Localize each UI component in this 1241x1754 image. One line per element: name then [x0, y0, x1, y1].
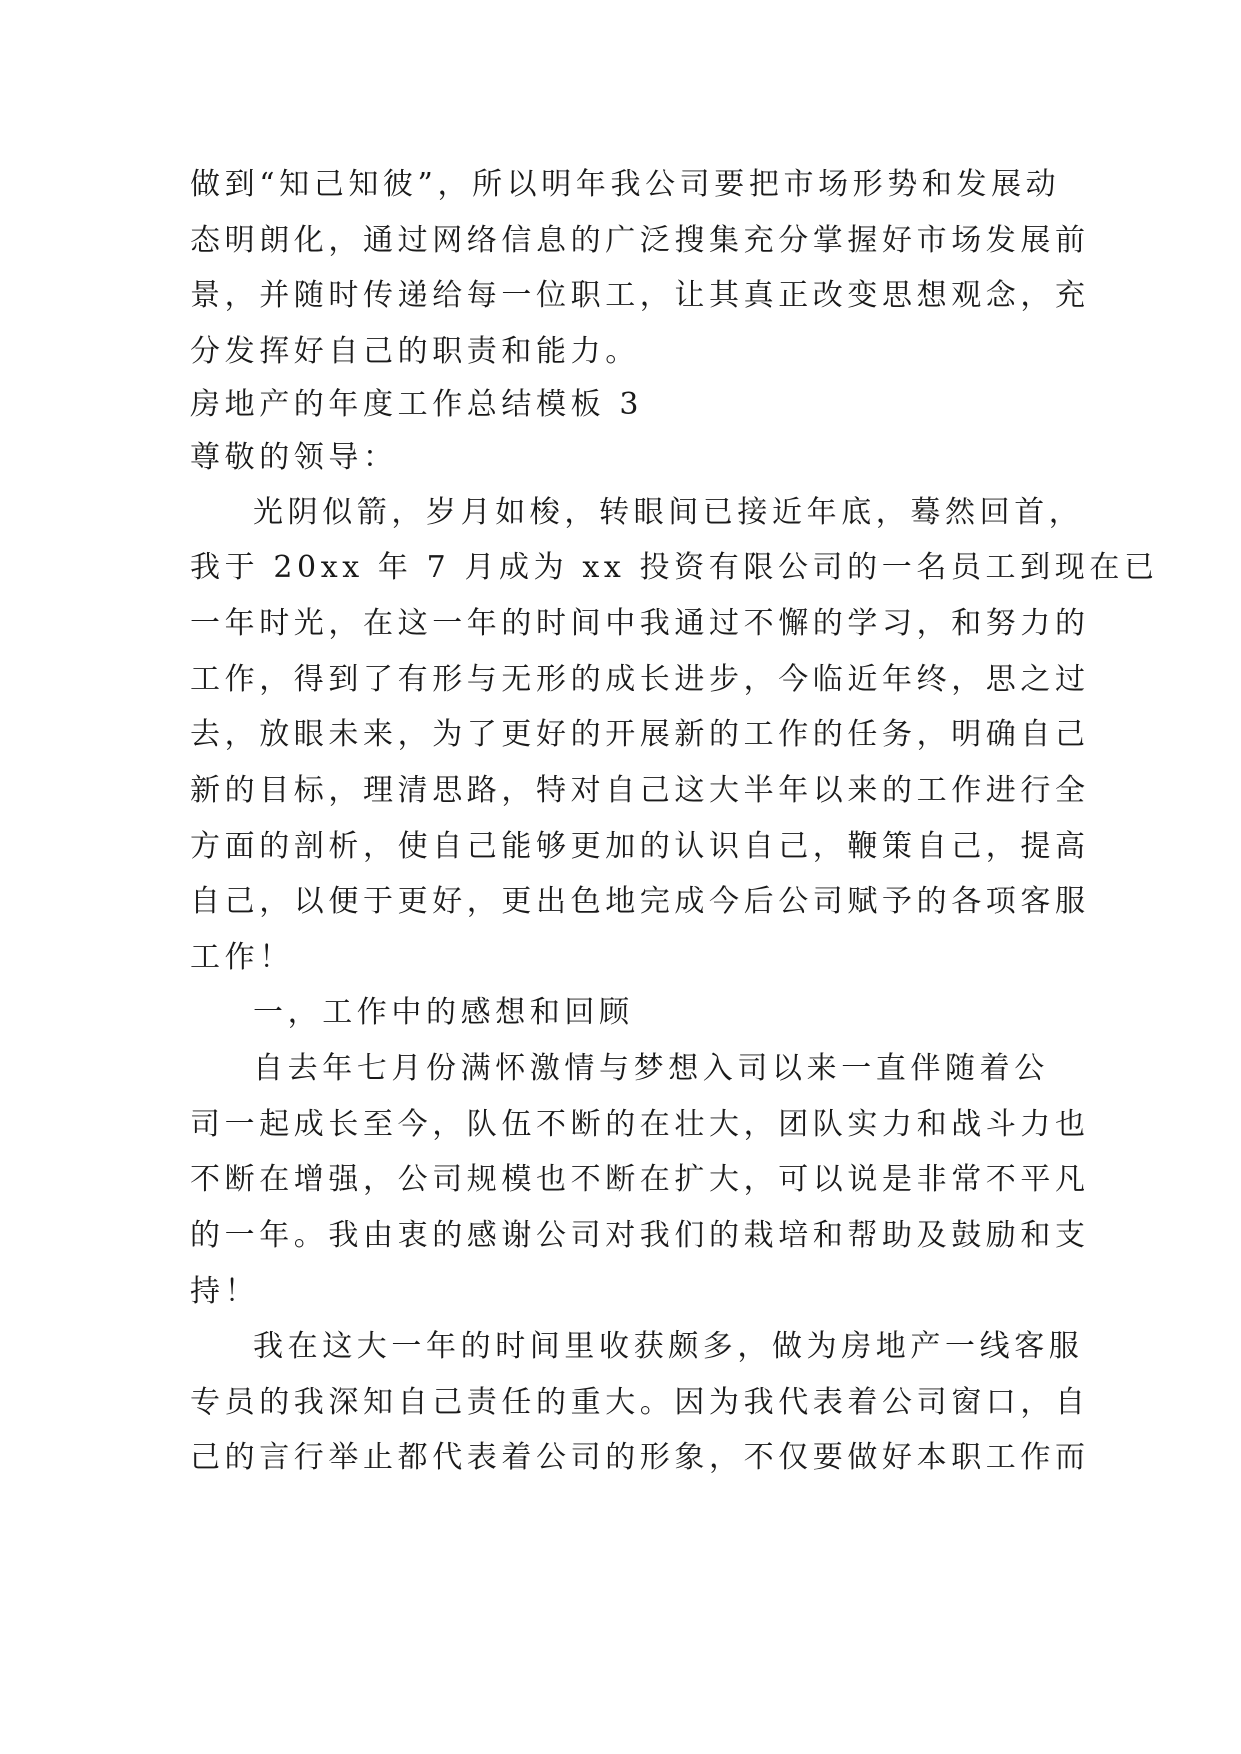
paragraph-line: 态明朗化，通过网络信息的广泛搜集充分掌握好市场发展前	[190, 223, 1090, 258]
paragraph-line: 自己，以便于更好，更出色地完成今后公司赋予的各项客服	[190, 884, 1090, 919]
paragraph-line: 自去年七月份满怀激情与梦想入司以来一直伴随着公	[253, 1051, 1049, 1086]
paragraph-line: 一年时光，在这一年的时间中我通过不懈的学习，和努力的	[190, 606, 1090, 641]
paragraph-line: 做到“知己知彼”，所以明年我公司要把市场形势和发展动	[190, 167, 1061, 202]
paragraph-line: 方面的剖析，使自己能够更加的认识自己，鞭策自己，提高	[190, 829, 1090, 864]
paragraph-line: 分发挥好自己的职责和能力。	[190, 334, 640, 369]
paragraph-line: 不断在增强，公司规模也不断在扩大，可以说是非常不平凡	[190, 1162, 1090, 1197]
paragraph-line: 的一年。我由衷的感谢公司对我们的栽培和帮助及鼓励和支	[190, 1218, 1090, 1253]
paragraph-line: 司一起成长至今，队伍不断的在壮大，团队实力和战斗力也	[190, 1107, 1090, 1142]
paragraph-line: 去，放眼未来，为了更好的开展新的工作的任务，明确自己	[190, 717, 1090, 752]
paragraph-line: 景，并随时传递给每一位职工，让其真正改变思想观念，充	[190, 278, 1090, 313]
paragraph-line: 新的目标，理清思路，特对自己这大半年以来的工作进行全	[190, 773, 1090, 808]
paragraph-line: 我在这大一年的时间里收获颇多，做为房地产一线客服	[253, 1329, 1084, 1364]
paragraph-line: 工作！	[190, 940, 294, 975]
paragraph-line: 持！	[190, 1274, 260, 1309]
paragraph-line: 专员的我深知自己责任的重大。因为我代表着公司窗口，自	[190, 1385, 1090, 1420]
paragraph-line: 光阴似箭，岁月如梭，转眼间已接近年底，蓦然回首，	[253, 495, 1084, 530]
paragraph-line: 我于 20xx 年 7 月成为 xx 投资有限公司的一名员工到现在已	[190, 550, 1159, 585]
section-heading: 一，工作中的感想和回顾	[253, 995, 634, 1030]
salutation: 尊敬的领导：	[190, 440, 398, 475]
section-title: 房地产的年度工作总结模板 3	[190, 387, 644, 422]
paragraph-line: 己的言行举止都代表着公司的形象，不仅要做好本职工作而	[190, 1440, 1090, 1475]
paragraph-line: 工作，得到了有形与无形的成长进步，今临近年终，思之过	[190, 662, 1090, 697]
